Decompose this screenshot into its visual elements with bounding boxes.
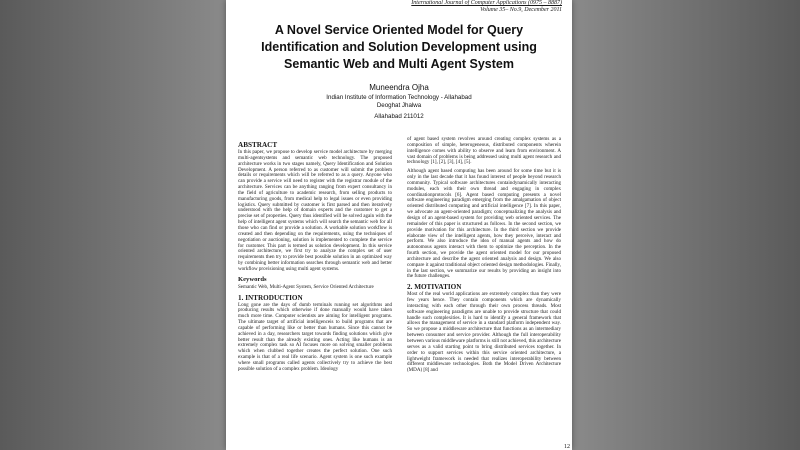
author-name: Muneendra Ojha bbox=[369, 83, 429, 92]
left-column bbox=[238, 139, 392, 376]
affiliation-line: Indian Institute of Information Technology - Allahabad bbox=[326, 94, 472, 101]
affiliation-line: Deoghat Jhalwa bbox=[376, 102, 422, 110]
body-paragraph: Although agent based computing has been around for some time but it is only in the last decade that it has found interest of people beyond research community. Typical software architectures containdynamically interacting modules, each with their own thread and engaging in complex coordinationprotocols [6]. Agent based computing presents a novel software engineering paradigm emerging from the amalgamation of object oriented distributed computing and artificial intelligence [7]. In this paper, we advocate an agent-oriented paradigm; conceptualizing the analysis and design of an agent-based system for providing web oriented services. The remainder of this paper is structured as follows. In the second section, we provide motivation for this architecture. In the third section we provide elaborate view of the intelligent agents, how they perceive, interact and perform. We also introduce the idea of manual agents and how do autonomous agents interact with them to optimize the perception. In the fourth section, we provide the agent oriented model for our proposed architecture and describe the agent oriented analysis and design. We also compare it against traditional object oriented design methodologies. Finally, in the last section, we summarize our results by providing an insight into the future challenges. bbox=[407, 168, 561, 280]
keywords-text: Semantic Web, Multi-Agent System, Service Oriented Architecture bbox=[238, 283, 374, 290]
abstract-text: In this paper, we propose to develop service model architecture by merging multi-agentsystems and semantic web technology. The proposed architecture works in two stages namely, Query Identification and Solution Development. A person referred to as customer will submit the problem details or requirements which will be referred to as a query. Anyone who can provide a service will need to register with the registrar module of the architecture. Services can be anything ranging from expert consultancy in the field of agriculture to academic research, from selling products to manufacturing goods, from medical help to legal issues or even providing logistics. Query submitted by customer is first parsed and then iteratively understood with the help of domain experts and the customer to get a precise set of properties. Query thus identified will be solved again with the help of intelligent agent systems which will search the semantic web for all those who can find or provide a solution. A workable solution workflow is created and then depending on the requirements, using the techniques of negotiation or auctioning, solution is implemented to complete the service for customer. This part is termed as solution development. In this service oriented architecture, we first try to analyze the complex set of user requirements then try to provide best possible solution in an optimized way by combining better information searches through semantic web and better workflow provisioning using multi agent systems. bbox=[238, 149, 392, 272]
abstract-heading: ABSTRACT bbox=[238, 141, 278, 149]
body-paragraph: Most of the real world applications are extremely complex than they were few years hence. They contain components which are dynamically interacting with each other through their own process threads. Most software engineering paradigms are unable to provide structure that could handle such complexities. It is hard to identify a general framework that allows the management of service in a standard platform independent way. So we propose a middleware architecture that functions as an intermediary between consumer and service provider. Although the full interoperability between various middleware platforms is still not achieved, this architecture serves as a valid starting point to bring distributed services together. In order to support services within this service oriented architecture, a lightweight framework is needed that realizes interoperability between different middleware technologies. Both the Model Driven Architecture (MDA) [8] and bbox=[407, 291, 561, 374]
introduction-text: Long gone are the days of dumb terminals running set algorithms and producing results which otherwise if done manually would have taken much more time. Computer scientists are aiming for intelligent programs. The ultimate target of artificial intelligenceis to build programs that are capable of performing like or better than humans. Since this cannot be achieved in a day, researchers target towards finding solutions which give better result than the already existing ones. Acting like humans is an extremely complex task so AI focuses more on solving smaller problems which when clubbed together creates the perfect solution. One such example is that of a real life scenario. Agent system is one such example where small programs called agents collectively try to achieve the best possible solution of a complex problem. Ideology bbox=[238, 301, 392, 372]
motivation-heading: 2. MOTIVATION bbox=[407, 283, 462, 292]
author-block bbox=[246, 82, 552, 122]
left-background bbox=[0, 0, 226, 450]
document-page bbox=[226, 0, 572, 450]
body-paragraph: of agent based system revolves around creating complex systems as a composition of simple, heterogeneous, distributed components wherein intelligence comes with ability to observe and learn from environment. A vast domain of problems is being addressed using multi agent research and technology [1], [2], [3], [4], [5]. bbox=[407, 136, 561, 166]
right-background bbox=[572, 0, 800, 450]
affiliation-line: Allahabad 211012 bbox=[374, 113, 424, 121]
paper-title: A Novel Service Oriented Model for Query Identification and Solution Development using Semantic Web and Multi Agent System bbox=[261, 23, 537, 71]
running-header bbox=[411, 0, 562, 14]
right-column bbox=[407, 137, 561, 377]
keywords-heading: Keywords bbox=[238, 275, 267, 283]
volume-info: Volume 35– No.9, December 2011 bbox=[480, 7, 562, 13]
introduction-heading: 1. INTRODUCTION bbox=[238, 293, 303, 302]
journal-name: International Journal of Computer Applications (0975 – 8887) bbox=[411, 0, 562, 6]
page-number: 12 bbox=[564, 444, 570, 450]
